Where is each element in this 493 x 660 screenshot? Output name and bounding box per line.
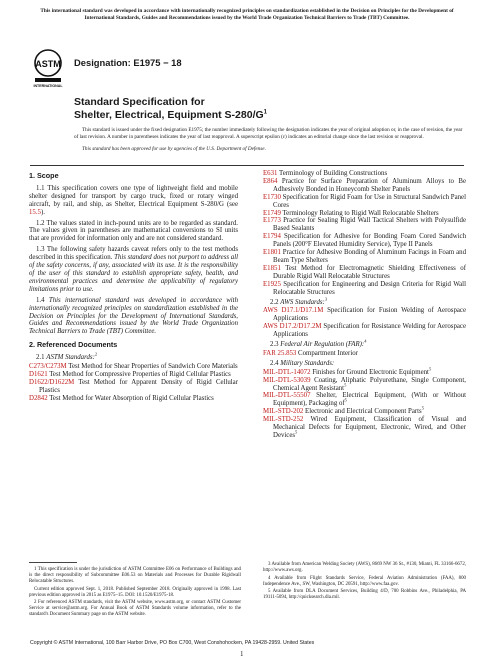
reference-code-link[interactable]: E1801 bbox=[263, 249, 281, 257]
reference-item bbox=[263, 281, 466, 297]
reference-item bbox=[263, 416, 466, 440]
scope-heading: 1. Scope bbox=[29, 171, 59, 180]
designation: Designation: E1975 − 18 bbox=[74, 57, 182, 68]
reference-item bbox=[263, 170, 466, 178]
footnote-marker: 5 bbox=[428, 366, 432, 372]
reference-code-link[interactable]: E1925 bbox=[263, 280, 281, 288]
footnotes-left bbox=[29, 567, 241, 620]
reference-code-link[interactable]: E1730 bbox=[263, 193, 281, 201]
footnote: 2 For referenced ASTM standards, visit the ASTM website, www.astm.org, or contact ASTM Customer Service at service@astm.org. For Annual Book of ASTM Standards volume information, refer to the standard's Document Summary page on the ASTM website. bbox=[29, 600, 241, 618]
reference-code-link[interactable]: E864 bbox=[263, 177, 278, 185]
reference-code-link[interactable]: AWS D17.2/D17.2M bbox=[263, 323, 322, 331]
reference-code-link[interactable]: MIL-STD-252 bbox=[263, 416, 304, 424]
reference-item bbox=[263, 178, 466, 194]
reference-item bbox=[263, 194, 466, 210]
reference-title: Specification for Fusion Welding of Aerospace Applications bbox=[273, 307, 466, 323]
far-ref-list bbox=[263, 350, 466, 358]
dod-approval-note: This standard has been approved for use by agencies of the U.S. Department of Defense. bbox=[82, 146, 266, 153]
reference-title: Test Method for Shear Properties of Sandwich Core Materials bbox=[66, 363, 238, 371]
military-ref-list bbox=[263, 366, 466, 440]
wto-notice: This international standard was developed in accordance with internationally recognized principles on standardization established in the Decision on Principles for the Development of International Standards, Guides and Recommendations issued by the World Trade Organization Technical Barriers to Trade (TBT) Committee. bbox=[40, 8, 454, 21]
reference-code-link[interactable]: E1773 bbox=[263, 217, 281, 225]
military-standards-subheading: 2.4 Military Standards: bbox=[270, 359, 335, 367]
footnote-marker: 5 bbox=[344, 382, 347, 388]
footnote: 5 Available from DLA Document Services, Building 4/D, 700 Robbins Ave., Philadelphia, PA 19111-5094, http://quicksearch.dla.mil. bbox=[263, 589, 466, 601]
reference-title: Electronic and Electrical Component Parts bbox=[303, 408, 422, 416]
reference-title: Test Method for Electromagnetic Shielding Effectiveness of Durable Rigid Wall Relocatable Structures bbox=[273, 264, 466, 280]
reference-item bbox=[263, 249, 466, 265]
footnote: 3 Available from American Welding Society (AWS), 8669 NW 36 St., #130, Miami, FL 33166-6672, http://www.aws.org. bbox=[263, 562, 466, 573]
reference-title: Practice for Surface Preparation of Aluminum Alloys to Be Adhesively Bonded in Honeycomb Shelter Panels bbox=[273, 177, 466, 193]
header-divider bbox=[30, 165, 464, 166]
reference-title: Coating, Aliphatic Polyurethane, Single Component, Chemical Agent Resistant bbox=[273, 376, 466, 392]
reference-item bbox=[29, 395, 238, 403]
aws-standards-subheading: 2.2 AWS Standards:$^3$ bbox=[270, 296, 328, 306]
footnote-marker: 5 bbox=[344, 398, 347, 404]
footnote: 1 This specification is under the jurisdiction of ASTM Committee E06 on Performance of Buildings and is the direct responsibility of Subcommittee E06.53 on Materials and Processes for Durable Rigidwall Relocatable Structures. bbox=[29, 567, 241, 584]
reference-title: Shelter, Electrical Equipment, (With or Without Equipment), Packaging of bbox=[273, 392, 466, 408]
aws-ref-list bbox=[263, 307, 466, 339]
astm-standards-subheading: 2.1 ASTM Standards:$^2$ bbox=[36, 351, 98, 362]
reference-title: Test Method for Apparent Density of Rigid Cellular Plastics bbox=[39, 378, 238, 394]
title-line1: Standard Specification for bbox=[74, 96, 205, 108]
footnote: 4 Available from Flight Standards Service, Federal Aviation Administration (FAA), 800 Independence Ave., SW, Washington, DC 20591, http://www.faa.gov. bbox=[263, 575, 466, 587]
reference-item bbox=[263, 233, 466, 249]
reference-code-link[interactable]: AWS D17.1/D17.1M bbox=[263, 307, 324, 315]
left-column bbox=[29, 172, 238, 403]
reference-code-link[interactable]: MIL-DTL-55507 bbox=[263, 392, 311, 400]
svg-text:ASTM: ASTM bbox=[35, 59, 61, 69]
scope-1-1: 1.1 This specification covers one type of lightweight field and mobile shelter designed for transport by cargo truck, fixed or rotary winged aircraft, by rail, and ship, as Shelter, Electrical Equipment S-280/G (see 15.5). bbox=[29, 184, 238, 216]
reference-item bbox=[29, 363, 238, 371]
right-column bbox=[263, 170, 466, 440]
reference-code-link[interactable]: E631 bbox=[263, 170, 278, 177]
reference-item bbox=[263, 408, 466, 416]
reference-code-link[interactable]: MIL-STD-202 bbox=[263, 408, 304, 416]
reference-title: Specification for Rigid Foam for Use in Structural Sandwich Panel Cores bbox=[273, 193, 467, 209]
reference-code-link[interactable]: E1794 bbox=[263, 233, 281, 241]
reference-item bbox=[263, 350, 466, 358]
reference-title: Practice for Adhesive Bonding of Aluminum Facings in Foam and Beam Type Shelters bbox=[273, 249, 466, 264]
reference-title: Terminology Relating to Rigid Wall Relocatable Shelters bbox=[280, 209, 439, 217]
reference-item bbox=[263, 392, 466, 408]
footnote-rule bbox=[29, 562, 77, 563]
svg-text:INTERNATIONAL: INTERNATIONAL bbox=[33, 84, 63, 88]
reference-code-link[interactable]: D2842 bbox=[29, 394, 48, 402]
reference-item bbox=[263, 366, 466, 377]
reference-item bbox=[263, 217, 466, 233]
reference-title: Specification for Adhesive for Bonding Foam Cored Sandwich Panels (200°F Elevated Humidity Service), Type II Panels bbox=[273, 233, 466, 249]
reference-code-link[interactable]: FAR 25.853 bbox=[263, 349, 297, 357]
reference-code-link[interactable]: E1749 bbox=[263, 209, 281, 217]
reference-item bbox=[263, 307, 466, 323]
reference-code-link[interactable]: C273/C273M bbox=[29, 363, 67, 371]
reference-title: Compartment Interior bbox=[296, 349, 358, 357]
footnotes-right bbox=[263, 562, 466, 603]
copyright-line: Copyright © ASTM International, 100 Barr Harbor Drive, PO Box C700, West Conshohocken, PA 19428-2959. United States bbox=[30, 640, 315, 646]
references-heading: 2. Referenced Documents bbox=[29, 340, 118, 350]
reference-title: Test Method for Water Absorption of Rigid Cellular Plastics bbox=[47, 394, 214, 402]
footnote-marker: 5 bbox=[295, 429, 298, 435]
scope-1-4: 1.4 This international standard was developed in accordance with internationally recognized principles on standardization established in the Decision on Principles for the Development of International Standards, Guides and Recommendations issued by the World Trade Organization Technical Barriers to Trade (TBT) Committee. bbox=[29, 296, 239, 336]
intro-block bbox=[74, 127, 466, 158]
reference-item bbox=[29, 371, 238, 379]
reference-code-link[interactable]: MIL-DTL-14072 bbox=[263, 368, 311, 376]
reference-item bbox=[263, 377, 466, 393]
reference-title: Finishes for Ground Electronic Equipment bbox=[310, 368, 429, 376]
scope-1-3: 1.3 The following safety hazards caveat refers only to the test methods described in this specification. This standard does not purport to address all of the safety concerns, if any, associated with its use. It is the responsibility of the user of this standard to establish appropriate safety, health, and environmental practices and determine the applicability of regulatory limitations prior to use. bbox=[29, 246, 239, 293]
reference-title: Practice for Sealing Rigid Wall Tactical Shelters with Polysulfide Based Sealants bbox=[273, 217, 466, 233]
section-link[interactable]: 15.5 bbox=[29, 208, 41, 216]
scope-1-2: 1.2 The values stated in inch-pound units are to be regarded as standard. The values given in parentheses are mathematical conversions to SI units that are provided for information only and are not considered standard. bbox=[29, 219, 238, 243]
reference-title: Wired Equipment, Classification of Visual and Mechanical Defects for Equipment, Electronic, Wired, and Other Devices bbox=[273, 416, 466, 439]
reference-item bbox=[263, 265, 466, 281]
reference-item bbox=[263, 323, 466, 339]
reference-title: Specification for Resistance Welding for Aerospace Applications bbox=[273, 323, 466, 339]
footnote: Current edition approved Sept. 1, 2018. Published September 2018. Originally approved in 1998. Last previous edition approved in 2015 as E1975–15. DOI: 10.1520/E1975-18. bbox=[29, 586, 241, 598]
title-line2: Shelter, Electrical, Equipment $S-280/G^1$ bbox=[74, 108, 267, 121]
document-title bbox=[74, 96, 267, 121]
reference-title: Specification for Engineering and Design Criteria for Rigid Wall Relocatable Structures bbox=[273, 280, 466, 296]
far-subheading: 2.3 Federal Air Regulation (FAR):$^4$ bbox=[270, 338, 367, 349]
reference-title: Test Method for Compressive Properties of Rigid Cellular Plastics bbox=[47, 370, 231, 378]
reference-code-link[interactable]: D1621 bbox=[29, 370, 48, 378]
reference-title: Terminology of Building Constructions bbox=[277, 170, 388, 177]
reference-item bbox=[263, 210, 466, 218]
astm-logo bbox=[33, 48, 63, 88]
footnote-marker: 5 bbox=[421, 406, 424, 411]
issuance-note: This standard is issued under the fixed designation E1975; the number immediately following the designation indicates the year of original adoption or, in the case of revision, the year of last revision. A number in parentheses indicates the year of last reapproval. A superscript epsilon (ε) indicates an editorial change since the last revision or reapproval. bbox=[74, 127, 463, 140]
reference-item bbox=[29, 379, 238, 395]
astm-ref-list-left bbox=[29, 363, 238, 403]
reference-code-link[interactable]: D1622/D1622M bbox=[29, 378, 75, 386]
reference-code-link[interactable]: MIL-DTL-53039 bbox=[263, 376, 311, 384]
astm-ref-list-right bbox=[263, 170, 466, 297]
reference-code-link[interactable]: E1851 bbox=[263, 264, 281, 272]
page-number: 1 bbox=[240, 650, 244, 658]
